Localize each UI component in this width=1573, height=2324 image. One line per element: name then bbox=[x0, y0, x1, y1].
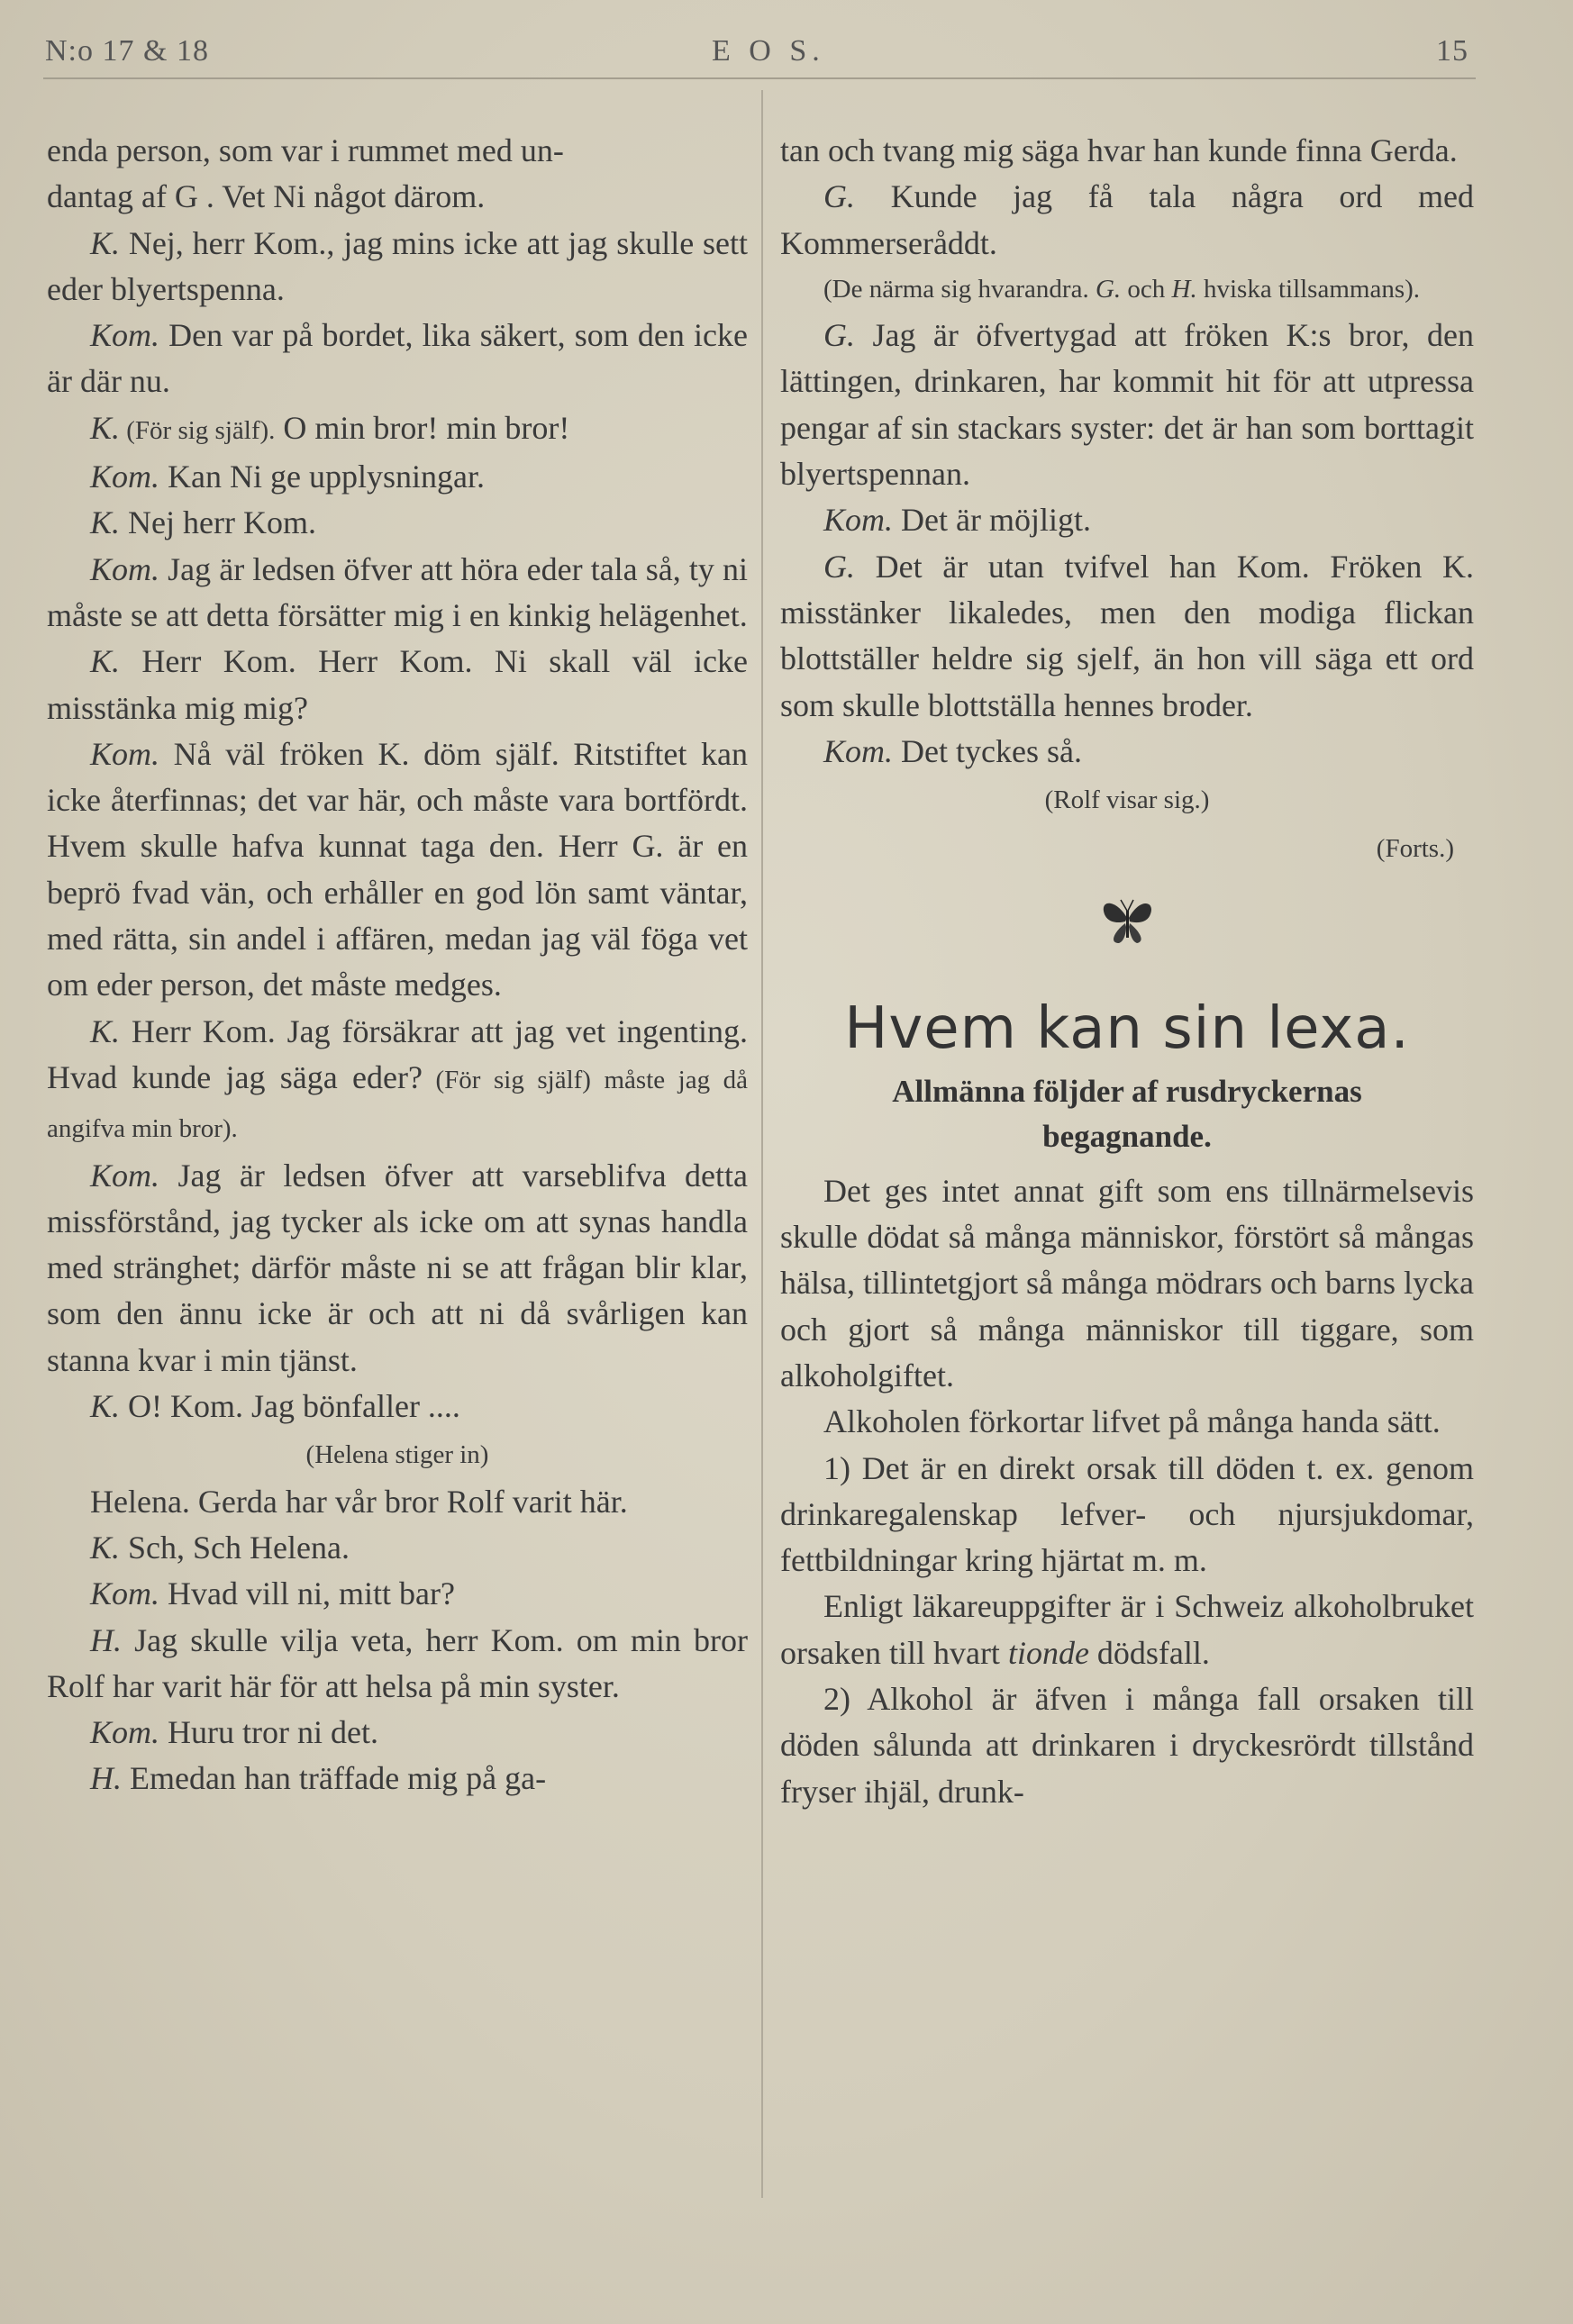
speaker-name: Kom. bbox=[90, 1575, 160, 1612]
right-column bbox=[780, 128, 1474, 1815]
issue-number: N:o 17 & 18 bbox=[45, 34, 209, 68]
dialogue-line: K. Nej herr Kom. bbox=[90, 504, 316, 541]
stage-direction: (Rolf visar sig.) bbox=[1044, 785, 1210, 815]
subtitle-line: Allmänna följder af rusdryckernas bbox=[892, 1073, 1362, 1109]
dialogue-line: Kom. Det tyckes så. bbox=[823, 732, 1082, 769]
dialogue-line: Kom. Huru tror ni det. bbox=[90, 1714, 378, 1751]
speaker-name: G. bbox=[823, 548, 855, 585]
article-paragraph: Enligt läkareuppgifter är i Schweiz alkoholbruket orsaken till hvart tionde dödsfall. bbox=[780, 1588, 1474, 1671]
dialogue-line: Helena. Gerda har vår bror Rolf varit här. bbox=[90, 1483, 628, 1520]
speaker-name: K. bbox=[90, 224, 121, 261]
dialogue-line: G. Det är utan tvifvel han Kom. Fröken K. misstänker likaledes, men den modiga flickan blottställer heldre sig sjelf, än hon vill säga ett ord som skulle blottställa hennes broder. bbox=[780, 548, 1474, 723]
stage-direction: (För sig själf). bbox=[120, 415, 276, 445]
speaker-name: K. bbox=[90, 504, 121, 541]
dialogue-line: K. Nej, herr Kom., jag mins icke att jag skulle sett eder blyertspenna. bbox=[47, 224, 748, 307]
speaker-name: G. bbox=[823, 317, 855, 354]
stage-direction-line bbox=[780, 775, 1474, 823]
line: dantag af G . Vet Ni något därom. bbox=[47, 178, 486, 215]
dialogue-line: Kom. Nå väl fröken K. döm själf. Ritstiftet kan icke återfinnas; det var här, och måste vara bortfördt. Hvem skulle hafva kunnat taga den. Herr G. är en beprö fvad vän, och erhåller en god lön samt väntar, med rätta, sin andel i affären, medan jag väl föga vet om eder person, det måste medges. bbox=[47, 735, 748, 1003]
dialogue-line: Kom. Jag är ledsen öfver att höra eder tala så, ty ni måste se att detta försätter mig i en kinkig helägenhet. bbox=[47, 550, 748, 633]
speaker-name: Kom. bbox=[90, 458, 160, 495]
speaker-name: K. bbox=[90, 409, 121, 446]
speaker-name: Kom. bbox=[90, 550, 160, 587]
page-number: 15 bbox=[1436, 34, 1468, 68]
dialogue-line: Kom. Den var på bordet, lika säkert, som den icke är där nu. bbox=[47, 317, 748, 400]
subtitle-line: begagnande. bbox=[1042, 1118, 1212, 1154]
emphasis: tionde bbox=[1007, 1634, 1089, 1671]
speaker-name: K. bbox=[90, 643, 121, 680]
dialogue-line: Kom. Kan Ni ge upplysningar. bbox=[90, 458, 485, 495]
article-title: Hvem kan sin lexa. bbox=[844, 994, 1410, 1062]
stage-direction-line: (De närma sig hvarandra. G. och H. hviska tillsammans). bbox=[823, 274, 1421, 304]
dialogue-line: G. Kunde jag få tala några ord med Kommerseråddt. bbox=[780, 178, 1474, 261]
running-head bbox=[45, 25, 1468, 79]
article-paragraph: Det ges intet annat gift som ens tillnärmelsevis skulle dödat så många människor, förstört så mångas hälsa, tillintetgjort så många mödrars och barns lycka och gjort så många människor till tiggare, som alkoholgiftet. bbox=[780, 1172, 1474, 1393]
continued-note bbox=[780, 823, 1474, 872]
speaker-name: K. bbox=[90, 1012, 121, 1049]
dialogue-line: H. Emedan han träffade mig på ga- bbox=[90, 1760, 547, 1797]
dialogue-line: K. Herr Kom. Jag försäkrar att jag vet ingenting. Hvad kunde jag säga eder? (För sig själf) måste jag då angifva min bror). bbox=[47, 1012, 748, 1144]
speaker-name: H. bbox=[90, 1621, 122, 1658]
column-divider bbox=[761, 90, 763, 2198]
dialogue-line: K. (För sig själf). O min bror! min bror! bbox=[90, 409, 570, 446]
dialogue-line: Kom. Jag är ledsen öfver att varseblifva detta missförstånd, jag tycker als icke om att synas handla med stränghet; därför måste ni se att frågan blir klar, som den ännu icke är och att ni då svårligen kan stanna kvar i min tjänst. bbox=[47, 1157, 748, 1378]
stage-direction: (För sig själf) måste jag då angifva min bror). bbox=[47, 1065, 748, 1144]
dialogue-line: Kom. Det är möjligt. bbox=[823, 502, 1091, 539]
article-paragraph: 2) Alkohol är äfven i många fall orsaken till döden sålunda att drinkaren i dryckesrördt tillstånd fryser ihjäl, drunk- bbox=[780, 1681, 1474, 1810]
butterfly-icon bbox=[1096, 891, 1159, 954]
dialogue-line: K. Sch, Sch Helena. bbox=[90, 1529, 350, 1566]
speaker-name: Kom. bbox=[90, 1714, 160, 1751]
dialogue-line: G. Jag är öfvertygad att fröken K:s bror, den lättingen, drinkaren, har kommit hit för att utpressa pengar af sin stackars syster: det är han som borttagit blyertspennan. bbox=[780, 317, 1474, 493]
journal-name: E O S. bbox=[712, 34, 825, 68]
speaker-name: K. bbox=[90, 1388, 121, 1425]
butterfly-ornament bbox=[780, 873, 1474, 972]
header-rule bbox=[43, 77, 1476, 79]
dialogue-line: tan och tvang mig säga hvar han kunde finna Gerda. bbox=[780, 132, 1458, 168]
dialogue-line: K. Herr Kom. Herr Kom. Ni skall väl icke misstänka mig mig? bbox=[47, 643, 748, 726]
dialogue-line: K. O! Kom. Jag bönfaller .... bbox=[90, 1388, 460, 1425]
speaker-name: Kom. bbox=[90, 317, 160, 354]
stage-direction-line bbox=[47, 1430, 748, 1478]
article-subtitle bbox=[780, 1069, 1474, 1159]
speaker-name: Kom. bbox=[823, 732, 894, 769]
left-column bbox=[47, 128, 748, 1802]
dialogue-line: H. Jag skulle vilja veta, herr Kom. om min bror Rolf har varit här för att helsa på min syster. bbox=[47, 1621, 748, 1704]
speaker-name: Kom. bbox=[90, 735, 160, 772]
article-paragraph: 1) Det är en direkt orsak till döden t. ex. genom drinkaregalenskap lefver- och njursjukdomar, fettbildningar kring hjärtat m. m. bbox=[780, 1449, 1474, 1579]
speaker-name: H. bbox=[90, 1760, 122, 1797]
article-paragraph: Alkoholen förkortar lifvet på många handa sätt. bbox=[823, 1403, 1441, 1440]
stage-direction: (Helena stiger in) bbox=[305, 1440, 489, 1470]
speaker-name: Kom. bbox=[90, 1157, 160, 1194]
continued-label: (Forts.) bbox=[1376, 834, 1454, 864]
line: enda person, som var i rummet med un- bbox=[47, 132, 564, 168]
dialogue-line: Kom. Hvad vill ni, mitt bar? bbox=[90, 1575, 455, 1612]
speaker-name: K. bbox=[90, 1529, 121, 1566]
speaker-name: G. bbox=[823, 178, 855, 215]
speaker-name: Kom. bbox=[823, 502, 894, 539]
